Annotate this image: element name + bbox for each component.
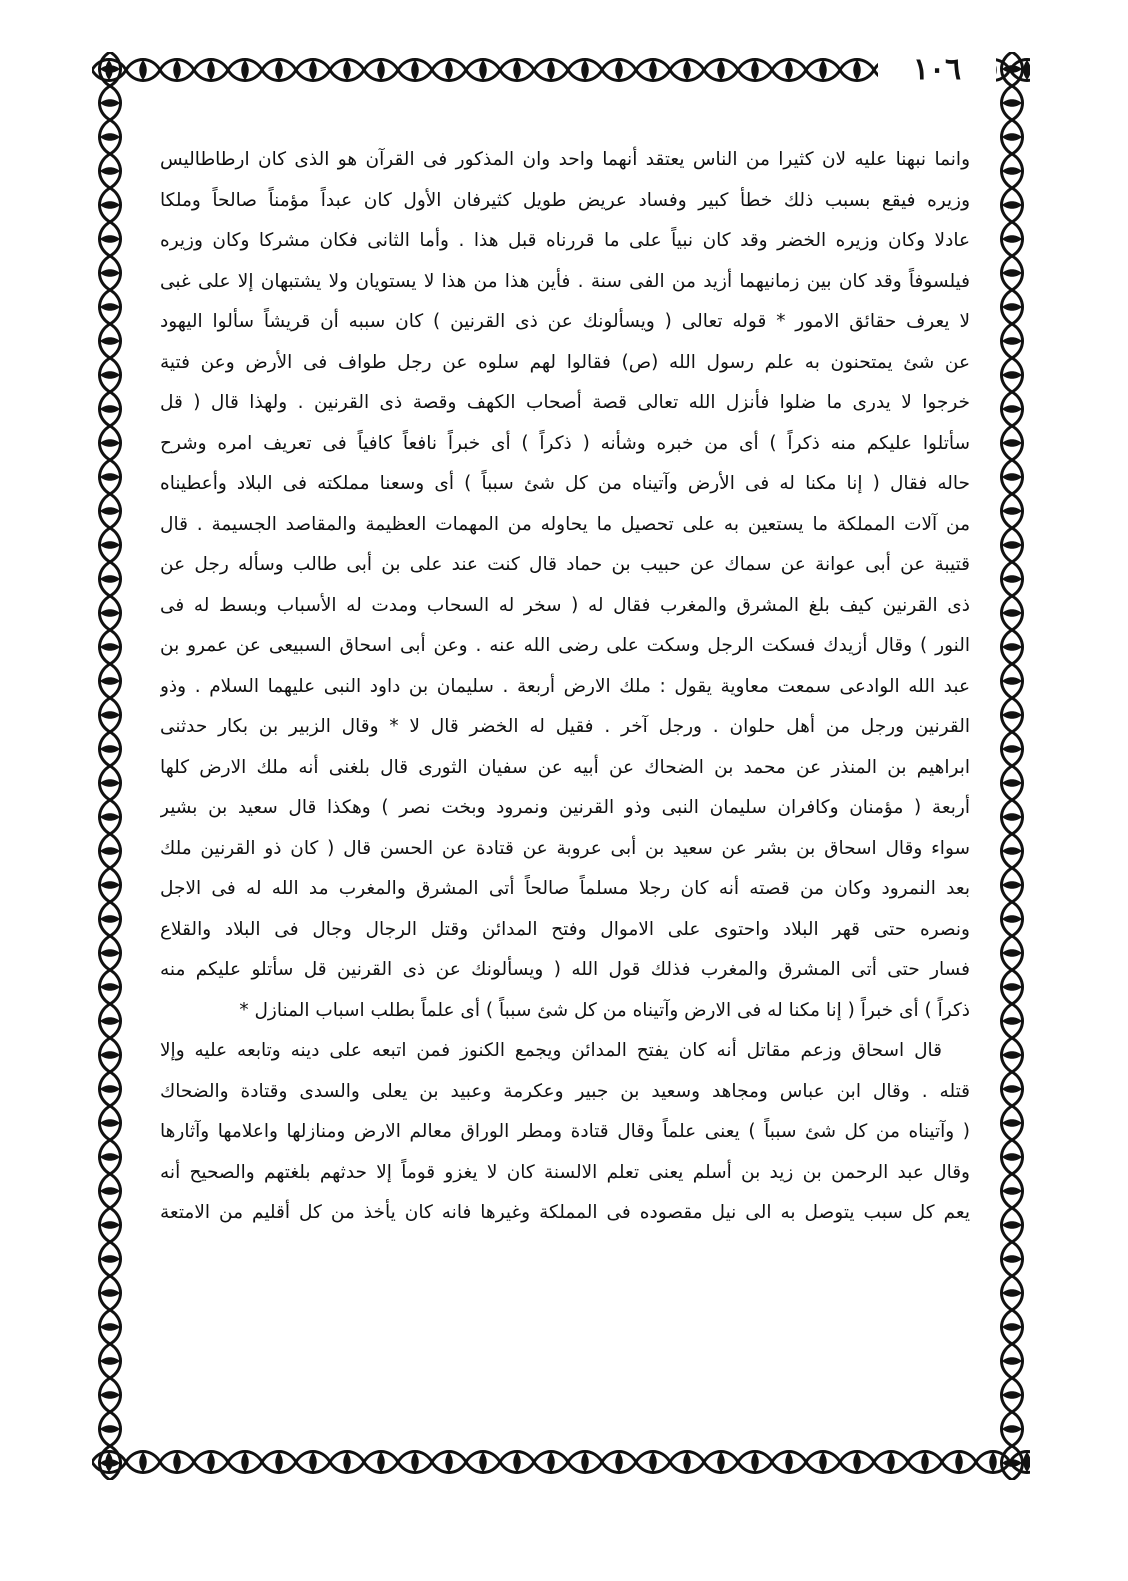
text-line: أربعة ( مؤمنان وكافران سليمان النبى وذو القرنين ونمرود وبخت نصر ) وهكذا قال سعيد بن بشير (160, 797, 970, 818)
text-line: وانما نبهنا عليه لان كثيرا من الناس يعتقد أنهما واحد وان المذكور فى القرآن هو الذى كان ارطاطاليس (160, 149, 970, 170)
text-line: من آلات المملكة ما يستعين به على تحصيل ما يحاوله من المهمات العظيمة والمقاصد الجسيمة . قال (160, 513, 970, 535)
text-line: النور ) وقال أزيدك فسكت الرجل وسكت على رضى الله عنه . وعن أبى اسحاق السبيعى عن عمرو بن (160, 635, 970, 656)
text-line: ونصره حتى قهر البلاد واحتوى على الاموال وفتح المدائن وقتل الرجال وجال فى البلاد والقلاع (160, 918, 970, 940)
page-number: ١٠٦ (912, 52, 962, 87)
text-line: قتله . وقال ابن عباس ومجاهد وسعيد بن جبير وعكرمة وعبيد بن يعلى والسدى وقتادة والضحاك (160, 1080, 970, 1102)
text-line: ذى القرنين كيف بلغ المشرق والمغرب فقال له ( سخر له السحاب ومدت له الأسباب وبسط له فى (160, 594, 970, 616)
text-line: عن شئ يمتحنون به علم رسول الله (ص) فقالوا لهم سلوه عن رجل طواف فى الأرض وعن فتية (160, 351, 970, 373)
text-line: ذكراً ) أى خبراً ( إنا مكنا له فى الارض وآتيناه من كل شئ سبباً ) أى علماً بطلب اسباب المنازل * (239, 999, 970, 1021)
text-line: فيلسوفاً وقد كان بين زمانيهما أزيد من الفى سنة . فأين هذا من هذا لا يستويان ولا يشتبهان إلا على غبى (160, 270, 970, 292)
text-line: ( وآتيناه من كل شئ سبباً ) يعنى علماً وقال قتادة ومطر الوراق معالم الارض ومنازلها واعلامها وآثارها (160, 1121, 970, 1142)
text-line: يعم كل سبب يتوصل به الى نيل مقصوده فى المملكة وغيرها فانه كان يأخذ من كل أقليم من الامتعة (160, 1202, 970, 1223)
text-line: بعد النمرود وكان من قصته أنه كان رجلا مسلماً صالحاً أتى المشرق والمغرب مد الله له فى الاجل (160, 878, 970, 899)
text-line: عبد الله الوادعى سمعت معاوية يقول : ملك الارض أربعة . سليمان بن داود النبى عليهما السلام . وذو (160, 675, 970, 697)
text-line: القرنين ورجل من أهل حلوان . ورجل آخر . فقيل له الخضر قال لا * وقال الزبير بن بكار حدثنى (160, 716, 970, 737)
text-line: سأتلوا عليكم منه ذكراً ) أى من خبره وشأنه ( ذكراً ) أى خبراً نافعاً كافياً فى تعريف امره وشرح (160, 432, 970, 454)
text-line: قتيبة عن أبى عوانة عن سماك عن حبيب بن حماد قال كنت عند على بن أبى طالب وسأله رجل عن (160, 554, 970, 575)
text-line: وزيره فيقع بسبب ذلك خطأ كبير وفساد عريض طويل كثيرفان الأول كان عبداً مؤمناً صالحاً وملكا (160, 189, 970, 211)
ornamental-border-right (994, 52, 1030, 1480)
text-line: عادلا وكان وزيره الخضر وقد كان نبياً على ما قررناه قبل هذا . وأما الثانى فكان مشركا وكان وزيره (160, 230, 970, 251)
text-line: خرجوا لا يدرى ما ضلوا فأنزل الله تعالى قصة أصحاب الكهف وقصة ذى القرنين . ولهذا قال ( قل (160, 392, 970, 413)
text-line: فسار حتى أتى المشرق والمغرب فذلك قول الله ( ويسألونك عن ذى القرنين قل سأتلو عليكم منه (160, 959, 970, 980)
body-text (160, 140, 970, 1420)
text-line: سواء وقال اسحاق بن بشر عن سعيد بن أبى عروبة عن قتادة عن الحسن قال ( كان ذو القرنين ملك (160, 837, 970, 859)
ornamental-border-bottom (92, 1444, 1030, 1480)
text-line: حاله فقال ( إنا مكنا له فى الأرض وآتيناه من كل شئ سبباً ) أى وسعنا مملكته فى البلاد وأعطيناه (160, 473, 970, 494)
text-line: وقال عبد الرحمن بن زيد بن أسلم يعنى تعلم الالسنة كان لا يغزو قوماً إلا حدثهم بلغتهم والصحيح أنه (160, 1161, 970, 1183)
text-line: لا يعرف حقائق الامور * قوله تعالى ( ويسألونك عن ذى القرنين ) كان سببه أن قريشاً سألوا اليهود (160, 311, 970, 332)
ornamental-border-left (92, 52, 128, 1480)
text-line: ابراهيم بن المنذر عن محمد بن الضحاك عن أبيه عن سفيان الثورى قال بلغنى أنه ملك الارض كلها (160, 756, 970, 778)
text-line: قال اسحاق وزعم مقاتل أنه كان يفتح المدائن ويجمع الكنوز فمن اتبعه على دينه وتابعه عليه وإلا (160, 1040, 942, 1061)
